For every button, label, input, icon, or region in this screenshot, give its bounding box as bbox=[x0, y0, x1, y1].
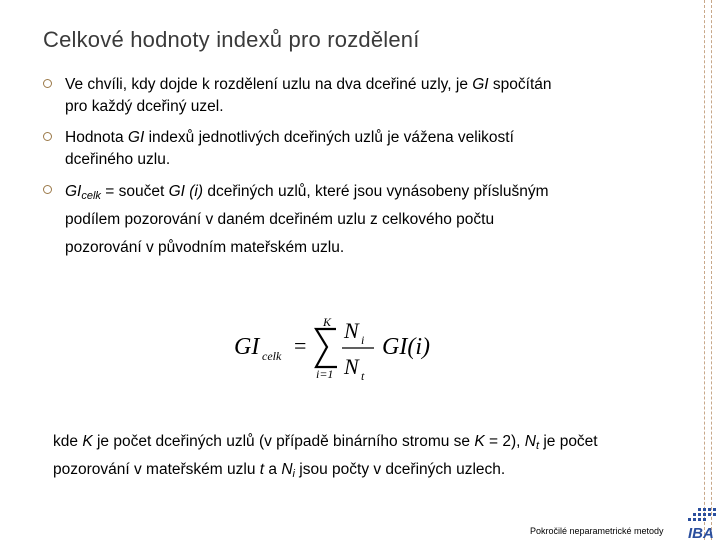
formula-rhs: GI(i) bbox=[382, 334, 430, 360]
bullet-item bbox=[43, 180, 683, 260]
decorative-border bbox=[704, 0, 705, 540]
sigma-icon bbox=[316, 329, 337, 367]
explanation-part: a bbox=[264, 461, 282, 478]
formula-denominator-subscript: t bbox=[361, 369, 365, 383]
bullet-text: = součet bbox=[100, 183, 169, 200]
formula-sum-lower: i=1 bbox=[316, 367, 334, 381]
explanation-part: i bbox=[292, 468, 295, 480]
decorative-border bbox=[711, 0, 712, 540]
bullet-icon bbox=[43, 132, 52, 141]
bullet-text: GI bbox=[127, 129, 145, 146]
formula-lhs-subscript: celk bbox=[262, 349, 282, 363]
bullet-text: spočítán bbox=[488, 76, 552, 93]
formula-lhs: GI bbox=[234, 334, 260, 360]
explanation-part: t bbox=[259, 461, 265, 478]
formula-equals: = bbox=[294, 333, 307, 358]
bullet-text: pro každý dceřiný uzel. bbox=[65, 98, 224, 115]
explanation-part: = 2), bbox=[484, 433, 525, 450]
bullet-text: podílem pozorování v daném dceřiném uzlu z celkového počtu bbox=[65, 211, 495, 228]
bullet-text: GI (i) bbox=[168, 183, 204, 200]
explanation-part: K bbox=[474, 433, 485, 450]
bullet-text: celk bbox=[81, 190, 101, 202]
formula-graphic bbox=[234, 316, 444, 386]
explanation-text bbox=[53, 430, 693, 486]
bullet-item bbox=[43, 127, 683, 171]
bullet-item bbox=[43, 74, 683, 118]
explanation-part: N bbox=[524, 433, 536, 450]
bullet-text: pozorování v původním mateřském uzlu. bbox=[65, 239, 345, 256]
slide-title: Celkové hodnoty indexů pro rozdělení bbox=[43, 27, 420, 52]
explanation-part: je počet dceřiných uzlů (v případě binárního stromu se bbox=[92, 433, 475, 450]
formula-sum-upper: K bbox=[323, 315, 332, 329]
bullet-text: indexů jednotlivých dceřiných uzlů je vážena velikostí bbox=[144, 129, 514, 146]
bullet-text: GI bbox=[472, 76, 489, 93]
bullet-icon bbox=[43, 79, 52, 88]
bullet-icon bbox=[43, 185, 52, 194]
bullet-text: dceřiného uzlu. bbox=[65, 151, 171, 168]
explanation-part: pozorování v mateřském uzlu bbox=[53, 461, 260, 478]
explanation-part: kde bbox=[53, 433, 83, 450]
formula bbox=[234, 316, 444, 386]
formula-denominator: N bbox=[344, 354, 359, 379]
formula-numerator-subscript: i bbox=[361, 333, 365, 347]
bullet-list bbox=[43, 74, 683, 269]
explanation-part: K bbox=[82, 433, 93, 450]
svg-text:IBA: IBA bbox=[688, 525, 714, 540]
iba-logo bbox=[686, 506, 720, 540]
explanation-part: N bbox=[281, 461, 293, 478]
bullet-text: GI bbox=[65, 183, 82, 200]
bullet-text: Ve chvíli, kdy dojde k rozdělení uzlu na dva dceřiné uzly, je bbox=[65, 76, 473, 93]
formula-numerator: N bbox=[344, 318, 359, 343]
bullet-text: Hodnota bbox=[65, 129, 128, 146]
explanation-part: jsou počty v dceřiných uzlech. bbox=[294, 461, 506, 478]
explanation-part: je počet bbox=[539, 433, 598, 450]
explanation-part: t bbox=[535, 440, 540, 452]
bullet-text: dceřiných uzlů, které jsou vynásobeny příslušným bbox=[203, 183, 549, 200]
footer-text: Pokročilé neparametrické metody bbox=[530, 526, 664, 536]
